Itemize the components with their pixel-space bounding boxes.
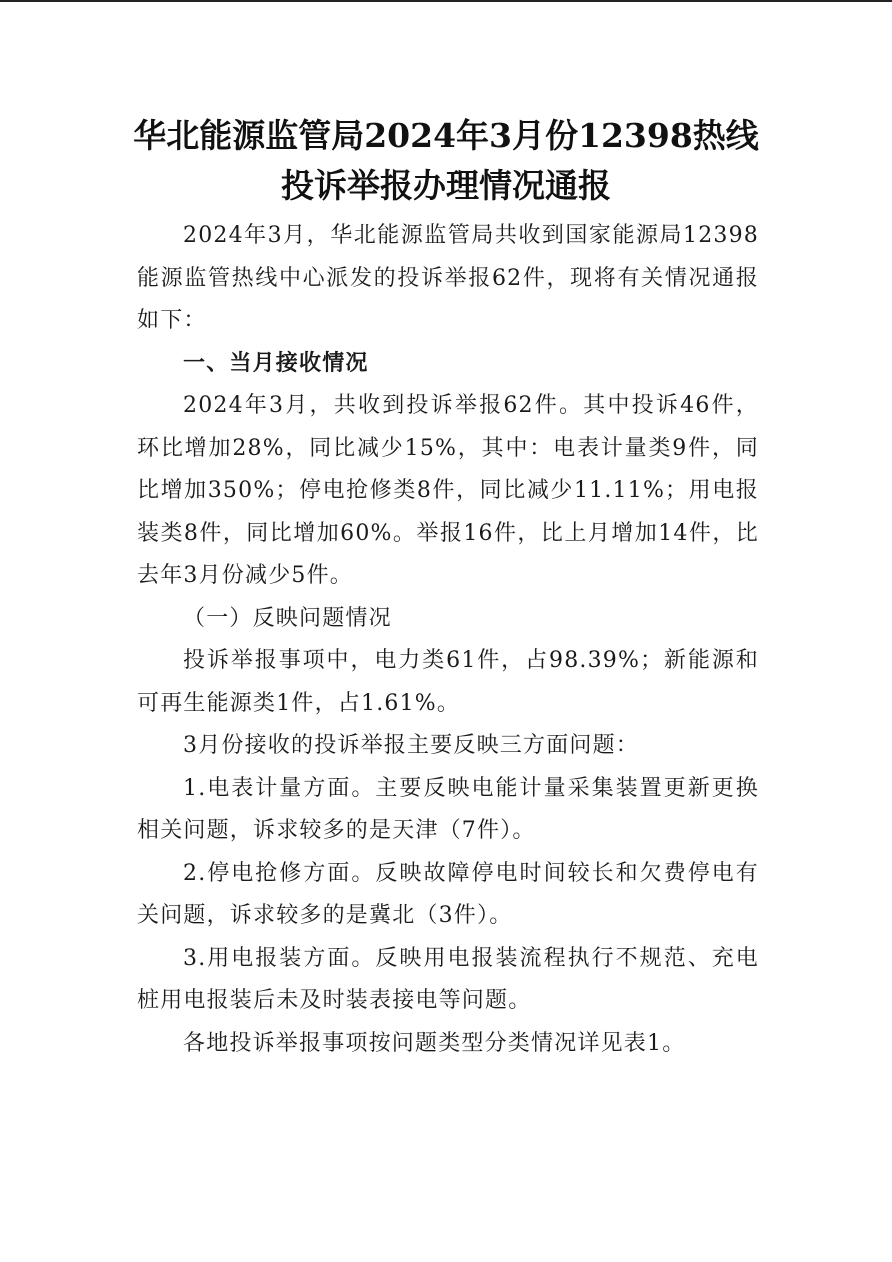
table-reference-paragraph: 各地投诉举报事项按问题类型分类情况详见表1。 xyxy=(183,1030,686,1056)
document-title-line-1: 华北能源监管局2024年3月份12398热线 xyxy=(133,116,759,155)
issue-item-outage-repair: 2.停电抢修方面。反映故障停电时间较长和欠费停电有关问题，诉求较多的是冀北（3件）。 xyxy=(137,860,759,928)
issue-item-power-application: 3.用电报装方面。反映用电报装流程执行不规范、充电桩用电报装后未及时装表接电等问题。 xyxy=(137,945,759,1013)
main-issues-intro-paragraph: 3月份接收的投诉举报主要反映三方面问题： xyxy=(183,733,639,758)
receipt-summary-paragraph: 2024年3月，共收到投诉举报62件。其中投诉46件，环比增加28%，同比减少15%，其中：电表计量类9件，同比增加350%；停电抢修类8件，同比减少11.11%；用电报装类8件，同比增加60%。举报16件，比上月增加14件，比去年3月份减少5件。 xyxy=(137,393,759,588)
issue-item-meter: 1.电表计量方面。主要反映电能计量采集装置更新更换相关问题，诉求较多的是天津（7件）。 xyxy=(137,775,759,843)
section-heading-monthly-receipt: 一、当月接收情况 xyxy=(183,350,369,376)
intro-paragraph: 2024年3月，华北能源监管局共收到国家能源局12398能源监管热线中心派发的投诉举报62件，现将有关情况通报如下： xyxy=(137,223,759,333)
subsection-heading-issues: （一）反映问题情况 xyxy=(183,605,392,631)
document-body xyxy=(137,215,759,1065)
document-title-line-2: 投诉举报办理情况通报 xyxy=(281,166,611,205)
category-share-paragraph: 投诉举报事项中，电力类61件，占98.39%；新能源和可再生能源类1件，占1.61%。 xyxy=(137,648,759,716)
